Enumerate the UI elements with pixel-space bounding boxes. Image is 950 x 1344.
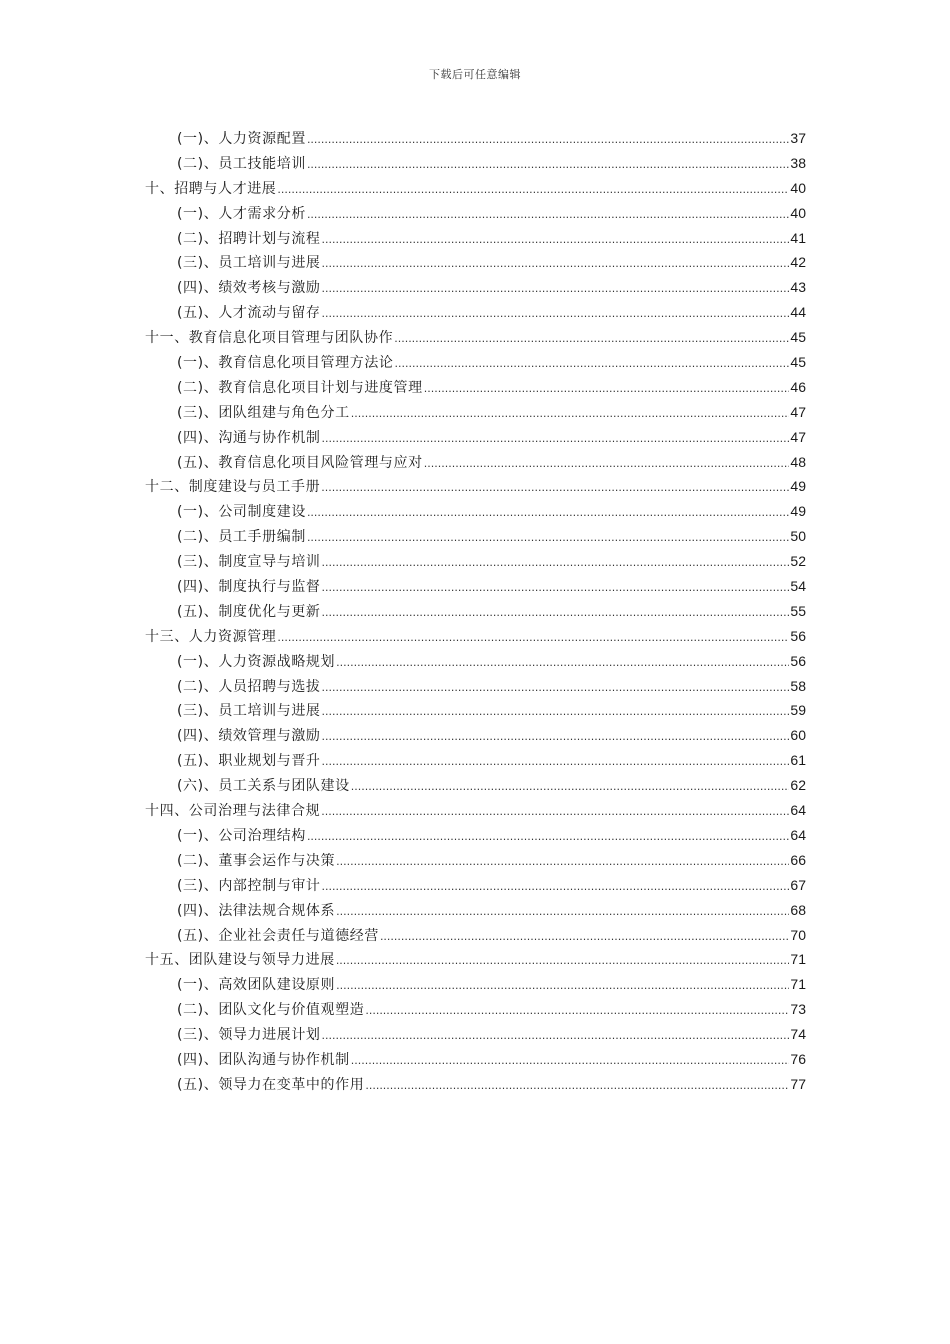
- toc-entry-page-number: 59: [790, 702, 806, 719]
- toc-entry-title: (四)、绩效考核与激励: [177, 280, 321, 297]
- toc-entry-page-number: 38: [790, 154, 806, 171]
- toc-dot-leader: [277, 626, 789, 651]
- toc-entry-page-number: 71: [790, 976, 806, 993]
- toc-entry-title: 十三、人力资源管理: [145, 628, 277, 645]
- toc-section-entry[interactable]: [145, 873, 806, 898]
- toc-section-entry[interactable]: [145, 748, 806, 773]
- toc-dot-leader: [322, 725, 790, 750]
- toc-dot-leader: [380, 925, 789, 950]
- toc-entry-title: (二)、员工手册编制: [177, 529, 306, 546]
- toc-section-entry[interactable]: [145, 1072, 806, 1097]
- toc-entry-title: (一)、公司制度建设: [177, 504, 306, 521]
- toc-section-entry[interactable]: [145, 997, 806, 1022]
- toc-section-entry[interactable]: [145, 773, 806, 798]
- toc-section-entry[interactable]: [145, 848, 806, 873]
- toc-entry-page-number: 66: [790, 851, 806, 868]
- toc-entry-page-number: 45: [790, 329, 806, 346]
- toc-dot-leader: [277, 178, 789, 203]
- toc-dot-leader: [307, 501, 789, 526]
- toc-entry-page-number: 58: [790, 677, 806, 694]
- toc-dot-leader: [321, 476, 789, 501]
- toc-entry-title: (五)、领导力在变革中的作用: [177, 1076, 365, 1093]
- toc-entry-title: (二)、招聘计划与流程: [177, 230, 321, 247]
- toc-dot-leader: [394, 327, 789, 352]
- toc-entry-title: (五)、人才流动与留存: [177, 305, 321, 322]
- toc-entry-page-number: 56: [790, 652, 806, 669]
- toc-chapter-entry[interactable]: [145, 176, 806, 201]
- toc-section-entry[interactable]: [145, 698, 806, 723]
- toc-dot-leader: [307, 203, 789, 228]
- toc-entry-title: (五)、制度优化与更新: [177, 603, 321, 620]
- toc-entry-title: (一)、人力资源战略规划: [177, 653, 336, 670]
- toc-entry-page-number: 40: [790, 179, 806, 196]
- toc-entry-page-number: 49: [790, 478, 806, 495]
- toc-entry-title: (五)、教育信息化项目风险管理与应对: [177, 454, 423, 471]
- toc-dot-leader: [307, 526, 789, 551]
- toc-section-entry[interactable]: [145, 201, 806, 226]
- toc-entry-title: (三)、制度宣导与培训: [177, 554, 321, 571]
- toc-dot-leader: [336, 900, 789, 925]
- toc-dot-leader: [321, 800, 789, 825]
- toc-entry-page-number: 62: [790, 777, 806, 794]
- toc-chapter-entry[interactable]: [145, 947, 806, 972]
- toc-entry-page-number: 54: [790, 578, 806, 595]
- toc-dot-leader: [351, 402, 790, 427]
- toc-chapter-entry[interactable]: [145, 474, 806, 499]
- toc-section-entry[interactable]: [145, 425, 806, 450]
- toc-entry-title: (一)、人才需求分析: [177, 205, 306, 222]
- toc-chapter-entry[interactable]: [145, 798, 806, 823]
- toc-entry-page-number: 64: [790, 802, 806, 819]
- toc-dot-leader: [336, 850, 789, 875]
- toc-section-entry[interactable]: [145, 1047, 806, 1072]
- toc-entry-page-number: 42: [790, 254, 806, 271]
- toc-dot-leader: [336, 949, 790, 974]
- toc-entry-page-number: 60: [790, 727, 806, 744]
- toc-entry-page-number: 46: [790, 378, 806, 395]
- toc-section-entry[interactable]: [145, 723, 806, 748]
- toc-entry-title: (一)、公司治理结构: [177, 827, 306, 844]
- toc-section-entry[interactable]: [145, 972, 806, 997]
- toc-entry-page-number: 40: [790, 204, 806, 221]
- toc-chapter-entry[interactable]: [145, 325, 806, 350]
- toc-dot-leader: [395, 352, 790, 377]
- toc-entry-title: (三)、内部控制与审计: [177, 877, 321, 894]
- toc-entry-page-number: 48: [790, 453, 806, 470]
- toc-entry-title: (三)、员工培训与进展: [177, 703, 321, 720]
- toc-section-entry[interactable]: [145, 400, 806, 425]
- toc-entry-page-number: 61: [790, 752, 806, 769]
- toc-section-entry[interactable]: [145, 151, 806, 176]
- toc-dot-leader: [322, 228, 790, 253]
- toc-entry-title: (二)、教育信息化项目计划与进度管理: [177, 379, 423, 396]
- toc-entry-title: 十、招聘与人才进展: [145, 180, 277, 197]
- toc-dot-leader: [351, 1049, 790, 1074]
- toc-dot-leader: [322, 427, 790, 452]
- toc-entry-page-number: 50: [790, 528, 806, 545]
- toc-entry-page-number: 64: [790, 826, 806, 843]
- toc-entry-page-number: 41: [790, 229, 806, 246]
- toc-section-entry[interactable]: [145, 649, 806, 674]
- toc-dot-leader: [322, 875, 790, 900]
- toc-entry-title: (三)、员工培训与进展: [177, 255, 321, 272]
- toc-entry-title: 十四、公司治理与法律合规: [145, 803, 321, 820]
- toc-section-entry[interactable]: [145, 823, 806, 848]
- toc-entry-title: (五)、职业规划与晋升: [177, 753, 321, 770]
- toc-dot-leader: [322, 676, 790, 701]
- toc-entry-page-number: 74: [790, 1026, 806, 1043]
- toc-dot-leader: [336, 974, 789, 999]
- table-of-contents: [145, 126, 806, 1097]
- toc-entry-page-number: 43: [790, 279, 806, 296]
- toc-entry-page-number: 56: [790, 627, 806, 644]
- toc-entry-page-number: 45: [790, 354, 806, 371]
- toc-section-entry[interactable]: [145, 126, 806, 151]
- toc-dot-leader: [307, 128, 789, 153]
- toc-entry-title: 十一、教育信息化项目管理与团队协作: [145, 330, 394, 347]
- toc-section-entry[interactable]: [145, 450, 806, 475]
- toc-dot-leader: [322, 1024, 790, 1049]
- toc-dot-leader: [307, 153, 789, 178]
- toc-section-entry[interactable]: [145, 226, 806, 251]
- toc-section-entry[interactable]: [145, 898, 806, 923]
- toc-section-entry[interactable]: [145, 1022, 806, 1047]
- toc-dot-leader: [307, 825, 789, 850]
- toc-entry-page-number: 68: [790, 901, 806, 918]
- toc-entry-page-number: 76: [790, 1050, 806, 1067]
- toc-entry-page-number: 47: [790, 403, 806, 420]
- toc-entry-title: (一)、高效团队建设原则: [177, 977, 336, 994]
- toc-entry-page-number: 77: [790, 1075, 806, 1092]
- toc-dot-leader: [424, 377, 790, 402]
- toc-section-entry[interactable]: [145, 923, 806, 948]
- toc-entry-title: (三)、团队组建与角色分工: [177, 404, 350, 421]
- toc-entry-page-number: 55: [790, 602, 806, 619]
- toc-dot-leader: [322, 601, 790, 626]
- toc-entry-page-number: 73: [790, 1001, 806, 1018]
- toc-dot-leader: [322, 700, 790, 725]
- toc-entry-title: (三)、领导力进展计划: [177, 1027, 321, 1044]
- toc-dot-leader: [322, 302, 790, 327]
- toc-section-entry[interactable]: [145, 674, 806, 699]
- toc-section-entry[interactable]: [145, 350, 806, 375]
- toc-entry-page-number: 71: [790, 951, 806, 968]
- toc-section-entry[interactable]: [145, 549, 806, 574]
- toc-entry-title: (二)、员工技能培训: [177, 155, 306, 172]
- toc-chapter-entry[interactable]: [145, 624, 806, 649]
- toc-section-entry[interactable]: [145, 574, 806, 599]
- toc-dot-leader: [322, 750, 790, 775]
- toc-entry-title: 十二、制度建设与员工手册: [145, 479, 321, 496]
- toc-section-entry[interactable]: [145, 300, 806, 325]
- toc-section-entry[interactable]: [145, 524, 806, 549]
- toc-dot-leader: [322, 551, 790, 576]
- toc-entry-title: (四)、制度执行与监督: [177, 579, 321, 596]
- toc-section-entry[interactable]: [145, 250, 806, 275]
- toc-entry-page-number: 44: [790, 304, 806, 321]
- toc-section-entry[interactable]: [145, 499, 806, 524]
- page-header: 下载后可任意编辑: [429, 68, 521, 81]
- toc-entry-page-number: 67: [790, 876, 806, 893]
- toc-entry-page-number: 70: [790, 926, 806, 943]
- toc-section-entry[interactable]: [145, 275, 806, 300]
- toc-entry-title: (二)、人员招聘与选拔: [177, 678, 321, 695]
- toc-entry-title: (四)、沟通与协作机制: [177, 429, 321, 446]
- toc-entry-page-number: 47: [790, 428, 806, 445]
- toc-dot-leader: [322, 252, 790, 277]
- toc-entry-title: (五)、企业社会责任与道德经营: [177, 927, 379, 944]
- toc-dot-leader: [322, 576, 790, 601]
- toc-entry-page-number: 37: [790, 130, 806, 146]
- toc-dot-leader: [351, 775, 790, 800]
- toc-entry-page-number: 49: [790, 503, 806, 520]
- toc-entry-title: (六)、员工关系与团队建设: [177, 778, 350, 795]
- toc-dot-leader: [365, 1074, 789, 1099]
- toc-entry-title: (四)、团队沟通与协作机制: [177, 1051, 350, 1068]
- toc-entry-title: (四)、绩效管理与激励: [177, 728, 321, 745]
- toc-entry-title: (四)、法律法规合规体系: [177, 902, 336, 919]
- toc-entry-title: (二)、团队文化与价值观塑造: [177, 1002, 365, 1019]
- toc-entry-title: (二)、董事会运作与决策: [177, 852, 336, 869]
- toc-dot-leader: [365, 999, 789, 1024]
- toc-entry-page-number: 52: [790, 553, 806, 570]
- toc-entry-title: 十五、团队建设与领导力进展: [145, 952, 335, 969]
- toc-section-entry[interactable]: [145, 599, 806, 624]
- toc-dot-leader: [424, 452, 790, 477]
- toc-section-entry[interactable]: [145, 375, 806, 400]
- toc-entry-title: (一)、教育信息化项目管理方法论: [177, 355, 394, 372]
- toc-entry-title: (一)、人力资源配置: [177, 131, 306, 147]
- toc-dot-leader: [336, 651, 789, 676]
- toc-dot-leader: [322, 277, 790, 302]
